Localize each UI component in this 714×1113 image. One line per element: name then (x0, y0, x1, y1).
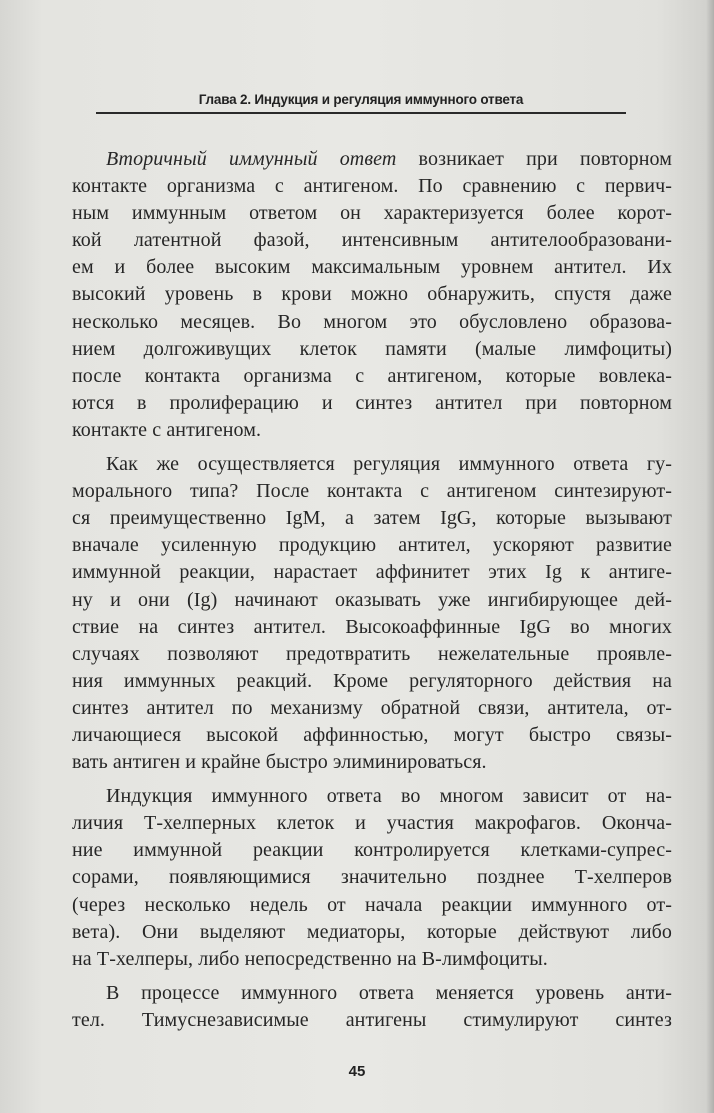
text-line: кой латентной фазой, интенсивным антителообразовани- (72, 229, 672, 252)
text-line: (через несколько недель от начала реакции иммунного от- (72, 893, 672, 916)
text-line: личия Т-хелперных клеток и участия макрофагов. Оконча- (72, 812, 672, 835)
text-line: ния иммунных реакций. Кроме регуляторного действия на (72, 669, 672, 692)
text-line: несколько месяцев. Во многом это обусловлено образова- (72, 310, 672, 333)
text-line: вначале усиленную продукцию антител, ускоряют развитие (72, 534, 672, 557)
text-run: возникает при повторном (396, 148, 672, 170)
text-line: ствие на синтез антител. Высокоаффинные IgG во многих (72, 615, 672, 638)
text-line: иммунной реакции, нарастает аффинитет этих Ig к антиге- (72, 561, 672, 584)
text-line (72, 146, 672, 173)
text-line: нием долгоживущих клеток памяти (малые лимфоциты) (72, 337, 672, 360)
text-line: синтез антител по механизму обратной связи, антитела, от- (72, 696, 672, 719)
text-line: морального типа? После контакта с антигеном синтезируют- (72, 480, 672, 503)
text-line: ным иммунным ответом он характеризуется более корот- (72, 202, 672, 225)
text-line: ну и они (Ig) начинают оказывать уже ингибирующее дей- (72, 588, 672, 611)
text-line: ются в пролиферацию и синтез антител при повторном (72, 391, 672, 414)
page-number: 45 (348, 1063, 366, 1080)
text-line: контакте с антигеном. (72, 418, 262, 441)
text-line: вета). Они выделяют медиаторы, которые действуют либо (72, 920, 672, 943)
text-line: ние иммунной реакции контролируется клетками-супрес- (72, 839, 672, 862)
text-line: на Т-хелперы, либо непосредственно на В-лимфоциты. (72, 947, 548, 970)
text-line: высокий уровень в крови можно обнаружить, спустя даже (72, 283, 672, 306)
text-line: сорами, появляющимися значительно позднее Т-хелперов (72, 866, 672, 889)
page-edge-shadow (706, 0, 714, 1113)
text-line: тел. Тимуснезависимые антигены стимулируют синтез (72, 1008, 672, 1031)
text-line: личающиеся высокой аффинностью, могут быстро связы- (72, 723, 672, 746)
paragraph (72, 980, 672, 1034)
text-line: В процессе иммунного ответа меняется уровень анти- (106, 981, 672, 1004)
text-line: вать антиген и крайне быстро элиминироваться. (72, 751, 487, 774)
paragraph (72, 783, 672, 973)
italic-term: Вторичный иммунный ответ (106, 148, 397, 170)
paragraph (72, 451, 672, 776)
text-line: после контакта организма с антигеном, которые вовлека- (72, 364, 672, 387)
text-line: Индукция иммунного ответа во многом зависит от на- (106, 785, 672, 808)
running-head (96, 90, 626, 114)
text-line: ем и более высоким максимальным уровнем антител. Их (72, 256, 672, 279)
text-line: случаях позволяют предотвратить нежелательные проявле- (72, 642, 672, 665)
text-line: Как же осуществляется регуляция иммунного ответа гу- (106, 453, 672, 476)
paragraph (72, 146, 672, 444)
body-text (72, 146, 672, 1034)
text-line: ся преимущественно IgM, а затем IgG, которые вызывают (72, 507, 672, 530)
running-head-title: Глава 2. Индукция и регуляция иммунного ответа (198, 92, 524, 107)
text-line: контакте организма с антигеном. По сравнению с первич- (72, 175, 672, 198)
